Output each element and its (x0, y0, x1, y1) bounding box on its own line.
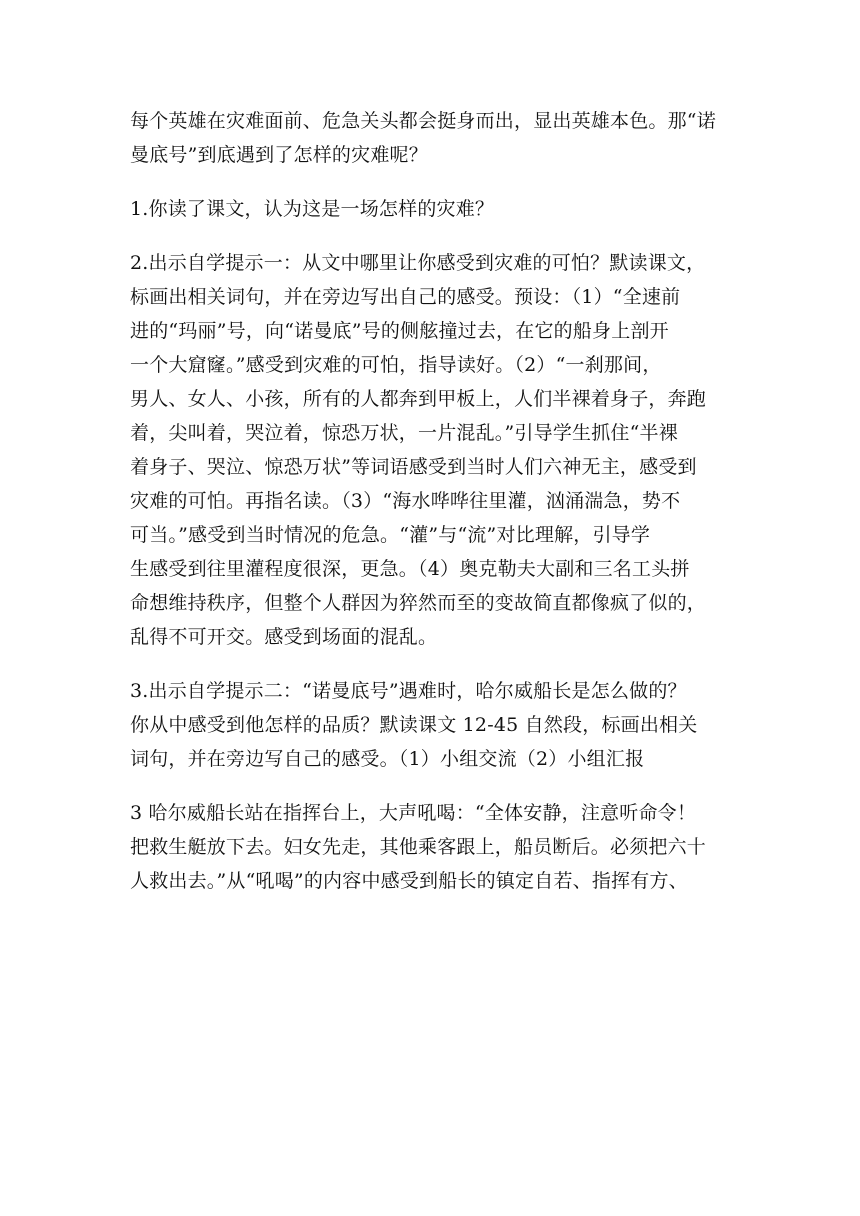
text-line: 1.你读了课文，认为这是一场怎样的灾难？ (130, 198, 495, 220)
text-line: 进的“玛丽”号，向“诺曼底”号的侧舷撞过去，在它的船身上剖开 (130, 320, 669, 342)
text-line: 词句，并在旁边写自己的感受。（1）小组交流（2）小组汇报 (130, 748, 645, 770)
text-line: 着身子、哭泣、惊恐万状”等词语感受到当时人们六神无主，感受到 (130, 456, 697, 478)
text-line: 一个大窟窿。”感受到灾难的可怕，指导读好。（2）“一刹那间， (130, 354, 662, 376)
text-line: 着，尖叫着，哭泣着，惊恐万状，一片混乱。”引导学生抓住“半裸 (130, 422, 678, 444)
paragraph-question-1 (130, 192, 730, 226)
text-line: 生感受到往里灌程度很深，更急。（4）奥克勒夫大副和三名工头拼 (130, 558, 690, 580)
text-line: 可当。”感受到当时情况的危急。“灌”与“流”对比理解，引导学 (130, 524, 651, 546)
text-line: 乱得不可开交。感受到场面的混乱。 (130, 626, 438, 648)
text-line: 每个英雄在灾难面前、危急关头都会挺身而出，显出英雄本色。那“诺 (130, 110, 716, 132)
paragraph-captain (130, 796, 730, 898)
text-line: 标画出相关词句，并在旁边写出自己的感受。预设：（1）“全速前 (130, 286, 681, 308)
document-page (130, 104, 730, 918)
paragraph-prompt-2 (130, 674, 730, 776)
text-line: 灾难的可怕。再指名读。（3）“海水哗哗往里灌，汹涌湍急，势不 (130, 490, 681, 512)
text-line: 把救生艇放下去。妇女先走，其他乘客跟上，船员断后。必须把六十 (130, 836, 707, 858)
text-line: 3.出示自学提示二：“诺曼底号”遇难时，哈尔威船长是怎么做的？ (130, 680, 687, 702)
paragraph-intro (130, 104, 730, 172)
text-line: 命想维持秩序，但整个人群因为猝然而至的变故简直都像疯了似的， (130, 592, 707, 614)
paragraph-prompt-1 (130, 246, 730, 654)
text-line: 男人、女人、小孩，所有的人都奔到甲板上，人们半裸着身子，奔跑 (130, 388, 707, 410)
text-line: 3 哈尔威船长站在指挥台上，大声吼喝：“全体安静，注意听命令！ (130, 802, 697, 824)
text-line: 曼底号”到底遇到了怎样的灾难呢？ (130, 144, 428, 166)
text-line: 2.出示自学提示一：从文中哪里让你感受到灾难的可怕？默读课文， (130, 252, 706, 274)
text-line: 你从中感受到他怎样的品质？默读课文 12-45 自然段，标画出相关 (130, 714, 698, 736)
text-line: 人救出去。”从“吼喝”的内容中感受到船长的镇定自若、指挥有方、 (130, 870, 688, 892)
